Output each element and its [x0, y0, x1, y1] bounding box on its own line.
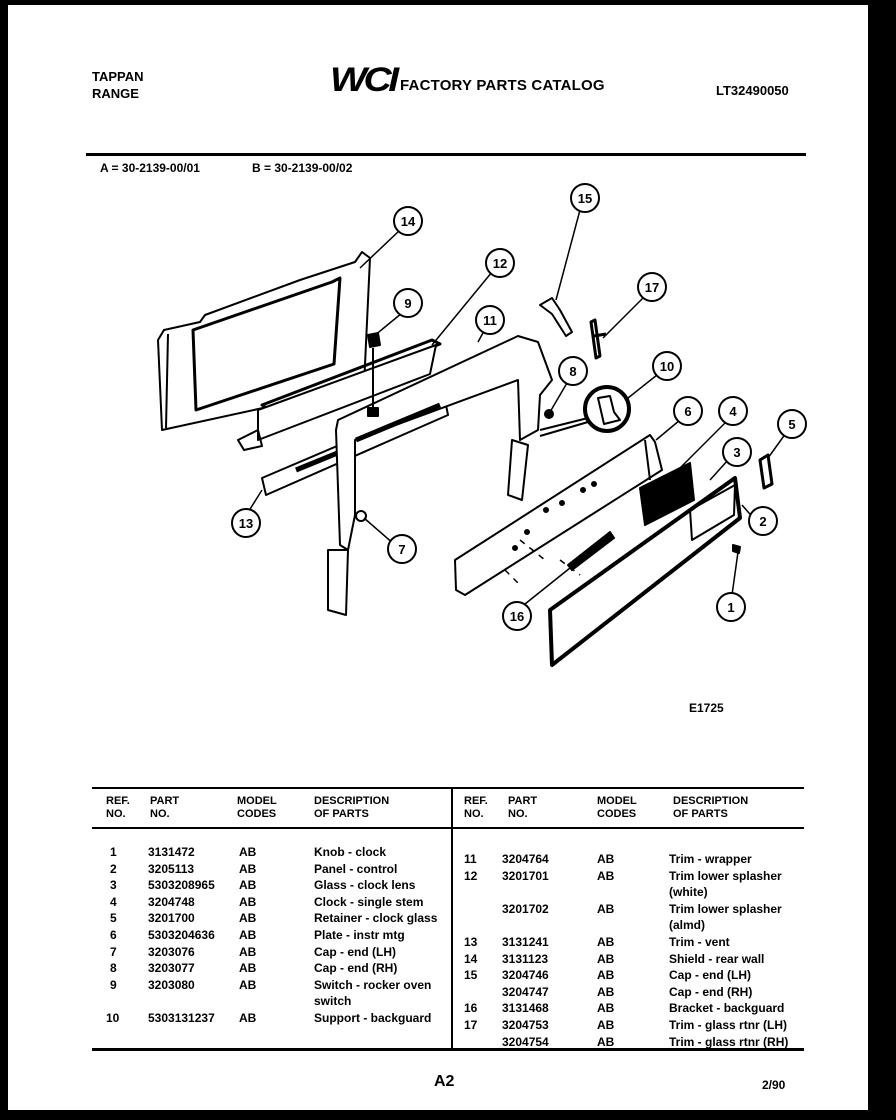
svg-text:10: 10	[659, 359, 675, 374]
svg-text:4: 4	[729, 404, 737, 419]
left-rows	[92, 845, 447, 1028]
part-glass-retainer-17	[591, 320, 606, 358]
table-row: 13 3131241 AB Trim - vent	[464, 934, 730, 949]
diagram-id: E1725	[689, 701, 724, 715]
table-row: 12 3201701 AB Trim lower splasher	[464, 868, 782, 883]
callout-7	[388, 535, 416, 563]
part-support-detail	[540, 387, 629, 436]
table-row: 8 3203077 AB Cap - end (RH)	[110, 961, 398, 976]
revision-date: 2/90	[762, 1078, 786, 1092]
svg-text:15: 15	[577, 191, 593, 206]
callout-12	[486, 249, 514, 277]
callout-2	[749, 507, 777, 535]
callout-10	[653, 352, 681, 380]
table-row: 1 3131472 AB Knob - clock	[110, 845, 387, 859]
part-cap-8	[545, 410, 553, 418]
callout-16	[503, 602, 531, 630]
part-knob	[733, 545, 740, 553]
table-row: 3201702 AB Trim lower splasher	[502, 901, 782, 916]
header-ref: REF. NO.	[106, 795, 130, 820]
parts-table	[92, 785, 804, 1055]
part-bracket	[568, 532, 614, 570]
part-clock-glass-retainer	[760, 455, 772, 488]
table-column-divider	[451, 788, 453, 1050]
svg-text:7: 7	[398, 542, 406, 557]
callout-13	[232, 509, 260, 537]
header-part: PART NO.	[508, 795, 538, 820]
brand-line-2: RANGE	[92, 86, 139, 101]
callout-8	[559, 357, 587, 385]
model-b-code: B = 30-2139-00/02	[252, 161, 353, 175]
table-row: 5 3201700 AB Retainer - clock glass	[110, 911, 438, 926]
svg-text:6: 6	[684, 404, 692, 419]
table-row: 2 3205113 AB Panel - control	[110, 861, 398, 876]
header-model: MODEL CODES	[597, 795, 637, 820]
svg-text:12: 12	[492, 256, 508, 271]
callout-17	[638, 273, 666, 301]
header-model: MODEL CODES	[237, 795, 277, 820]
page-number: A2	[434, 1073, 455, 1090]
callout-1	[717, 593, 745, 621]
callout-9	[394, 289, 422, 317]
table-header-rule	[92, 827, 804, 829]
svg-text:14: 14	[400, 214, 416, 229]
header-description: DESCRIPTION OF PARTS	[673, 795, 749, 820]
callout-4	[719, 397, 747, 425]
header-part: PART NO.	[150, 795, 180, 820]
table-row: 3204754 AB Trim - glass rtnr (RH)	[502, 1034, 789, 1049]
svg-text:17: 17	[644, 280, 660, 295]
table-row: 6 5303204636 AB Plate - instr mtg	[110, 927, 405, 942]
table-row: 10 5303131237 AB Support - backguard	[106, 1010, 432, 1025]
wci-logo: WCI	[330, 61, 396, 99]
part-cap-end-15	[540, 298, 572, 336]
table-row: 17 3204753 AB Trim - glass rtnr (LH)	[464, 1017, 788, 1032]
part-cap-7	[356, 511, 366, 521]
svg-text:1: 1	[727, 600, 735, 615]
table-row: 15 3204746 AB Cap - end (LH)	[464, 968, 751, 983]
svg-text:16: 16	[509, 609, 525, 624]
svg-text:2: 2	[759, 514, 767, 529]
table-row: 4 3204748 AB Clock - single stem	[110, 894, 424, 909]
svg-text:8: 8	[569, 364, 577, 379]
callout-15	[571, 184, 599, 212]
callout-11	[476, 306, 504, 334]
catalog-title: FACTORY PARTS CATALOG	[400, 77, 605, 94]
table-row: 9 3203080 AB Switch - rocker oven	[110, 977, 432, 992]
table-row: (almd)	[669, 918, 705, 933]
table-row: 14 3131123 AB Shield - rear wall	[464, 951, 765, 966]
callout-5	[778, 410, 806, 438]
catalog-page	[8, 5, 868, 1110]
header-ref: REF. NO.	[464, 795, 488, 820]
table-row: 11 3204764 AB Trim - wrapper	[464, 852, 752, 866]
table-row: (white)	[669, 885, 708, 900]
callout-6	[674, 397, 702, 425]
brand-line-1: TAPPAN	[92, 69, 144, 84]
svg-text:13: 13	[238, 516, 254, 531]
table-row: 3204747 AB Cap - end (RH)	[502, 984, 753, 999]
exploded-parts-diagram	[8, 5, 868, 745]
right-rows	[462, 852, 817, 1051]
callout-3	[723, 438, 751, 466]
svg-text:9: 9	[404, 296, 412, 311]
table-top-rule	[92, 787, 804, 789]
svg-text:5: 5	[788, 417, 796, 432]
table-row: 7 3203076 AB Cap - end (LH)	[110, 944, 396, 959]
model-a-code: A = 30-2139-00/01	[100, 161, 200, 175]
svg-text:11: 11	[483, 313, 497, 328]
callout-14	[394, 207, 422, 235]
catalog-id: LT32490050	[716, 83, 789, 98]
svg-text:3: 3	[733, 445, 741, 460]
table-row: switch	[314, 994, 352, 1009]
table-row: 16 3131468 AB Bracket - backguard	[464, 1001, 785, 1016]
table-row: 3 5303208965 AB Glass - clock lens	[110, 878, 416, 893]
header-description: DESCRIPTION OF PARTS	[314, 795, 390, 820]
